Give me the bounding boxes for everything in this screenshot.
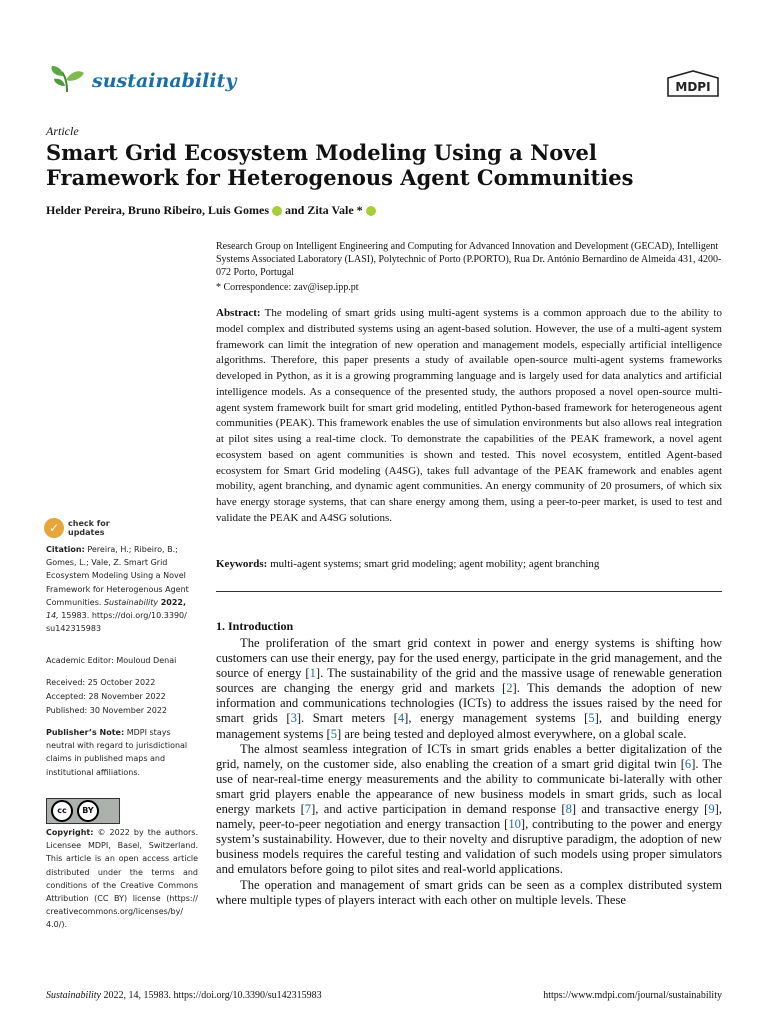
by-icon: BY bbox=[77, 800, 99, 822]
orcid-icon[interactable] bbox=[272, 206, 282, 216]
citation-link[interactable]: 5 bbox=[588, 711, 595, 726]
cc-icon: cc bbox=[51, 800, 73, 822]
abstract bbox=[216, 306, 722, 527]
citation-link[interactable]: 6 bbox=[684, 756, 692, 771]
publisher-name: MDPI bbox=[675, 80, 711, 94]
article-title: Smart Grid Ecosystem Modeling Using a Novel Framework for Heterogenous Agent Communities bbox=[46, 140, 634, 190]
citation-link[interactable]: 5 bbox=[330, 726, 338, 741]
published-date: Published: 30 November 2022 bbox=[46, 706, 167, 715]
citation-block: Citation: Pereira, H.; Ribeiro, B.; Gomes, L.; Vale, Z. Smart Grid Ecosystem Modeling Using a Novel Framework for Heterogenous Agent Communities. Sustainability 2022, 14, 15983. https://doi.org/10.3390/ su142315983 bbox=[46, 545, 189, 634]
citation-link[interactable]: 4 bbox=[397, 711, 405, 726]
section-heading: 1. Introduction bbox=[216, 619, 294, 633]
check-icon: ✓ bbox=[44, 518, 64, 538]
footer-url[interactable]: https://www.mdpi.com/journal/sustainability bbox=[543, 990, 722, 1001]
keywords bbox=[216, 558, 722, 570]
keywords-label: Keywords: bbox=[216, 558, 268, 570]
authors-names: Helder Pereira, Bruno Ribeiro, Luis Gomes bbox=[46, 203, 269, 217]
cc-license-badge[interactable] bbox=[46, 798, 120, 824]
accepted-date: Accepted: 28 November 2022 bbox=[46, 692, 166, 701]
journal-logo-icon bbox=[48, 64, 86, 94]
citation-link[interactable]: 8 bbox=[565, 802, 572, 817]
divider bbox=[216, 591, 722, 592]
citation-link[interactable]: 7 bbox=[304, 802, 312, 817]
footer-citation: Sustainability 2022, 14, 15983. https://doi.org/10.3390/su142315983 bbox=[46, 990, 322, 1001]
authors-last: and Zita Vale * bbox=[284, 203, 363, 217]
mdpi-logo-icon[interactable] bbox=[664, 70, 722, 100]
paragraph: The operation and management of smart grids can be seen as a complex distributed system where multiple types of players interact with each other on multiple levels. These bbox=[216, 877, 722, 907]
citation-link[interactable]: 3 bbox=[290, 711, 297, 726]
keywords-text: multi-agent systems; smart grid modeling; agent mobility; agent branching bbox=[270, 558, 600, 570]
introduction-body bbox=[216, 636, 722, 908]
citation-link[interactable]: 9 bbox=[708, 802, 715, 817]
check-for-updates[interactable] bbox=[44, 518, 116, 538]
received-date: Received: 25 October 2022 bbox=[46, 678, 156, 687]
copyright: Copyright: © 2022 by the authors. Licensee MDPI, Basel, Switzerland. This article is an open access article distributed under the terms and conditions of the Creative Commons Attribution (CC BY) license (https:// creativecommons.org/licenses/by/ 4.0/). bbox=[46, 828, 199, 930]
academic-editor: Academic Editor: Mouloud Denai bbox=[46, 656, 177, 665]
check-updates-label: check for updates bbox=[68, 519, 110, 537]
publisher-note: Publisher’s Note: MDPI stays neutral with regard to jurisdictional claims in published maps and institutional affiliations. bbox=[46, 728, 188, 777]
citation-link[interactable]: 1 bbox=[309, 666, 316, 681]
correspondence: * Correspondence: zav@isep.ipp.pt bbox=[216, 282, 359, 293]
abstract-text: The modeling of smart grids using multi-agent systems is a common approach due to the ability to model complex and distributed systems using an agent-based solution. However, the use of a multi-agent system framework can limit the integration of new operation and management models, especially artificial intelligence algorithms. Therefore, this paper presents a study of available open-source multi-agent systems frameworks developed in Python, as it is a growing programming language and is largely used for data analytics and artificial intelligence models. As a consequence of the presented study, the authors proposed a novel open-source multi-agent system framework built for smart grid modeling, entitled Python-based framework for heterogeneous agent communities (PEAK). This framework enables the use of simulation environments but also allows real integration at pilot sites using a real-time clock. To demonstrate the capabilities of the PEAK framework, a novel agent ecosystem based on agent communities is shown and tested. This novel ecosystem, entitled Agent-based ecosystem for Smart Grid modeling (A4SG), takes full advantage of the PEAK framework and enables agent mobility, agent branching, and dynamic agent communities. An energy community of 20 prosumers, of which six have energy storage systems, that can share energy among them, using a peer-to-peer market, is used to test and validate the PEAK and A4SG solutions. bbox=[216, 307, 722, 524]
paragraph: The almost seamless integration of ICTs in smart grids enables a better digitalization of the grid, namely, on the customer side, also enabling the creation of a smart grid digital twin [6]. The use of near-real-time energy measurements and the ability to communicate bi-laterally with other smart grid players enable the appearance of new business models in smart grids, such as local energy markets [7], and active participation in demand response [8] and transactive energy [9], namely, peer-to-peer negotiation and energy transaction [10], contributing to the power and energy system’s sustainability. However, due to their novelty and disruptive paradigm, the adoption of new business models requires the careful testing and validation of such models using proper simulators and emulators before going to pilot sites and real-world applications. bbox=[216, 741, 722, 877]
abstract-label: Abstract: bbox=[216, 307, 261, 319]
article-type: Article bbox=[46, 124, 79, 138]
orcid-icon[interactable] bbox=[366, 206, 376, 216]
affiliation: Research Group on Intelligent Engineering and Computing for Advanced Innovation and Development (GECAD), Intelligent Systems Associated Laboratory (LASI), Polytechnic of Porto (P.PORTO), Rua Dr. António Bernardino de Almeida 431, 4200-072 Porto, Portugal bbox=[216, 241, 722, 278]
author-list bbox=[46, 203, 379, 218]
paragraph: The proliferation of the smart grid context in power and energy systems is shifting how customers can use their energy, pay for the used energy, participate in the grid management, and the source of energy [1]. The sustainability of the grid and the massive usage of renewable generation sources are changing the energy grid and markets [2]. This demands the adoption of new information and communications technologies (ICTs) to address the issues raised by the need for smart grids [3]. Smart meters [4], energy management systems [5], and building energy management systems [5] are being tested and deployed almost everywhere, on a global scale. bbox=[216, 636, 722, 741]
journal-name[interactable]: sustainability bbox=[92, 70, 237, 92]
citation-link[interactable]: 10 bbox=[508, 817, 521, 832]
citation-link[interactable]: 2 bbox=[506, 681, 513, 696]
